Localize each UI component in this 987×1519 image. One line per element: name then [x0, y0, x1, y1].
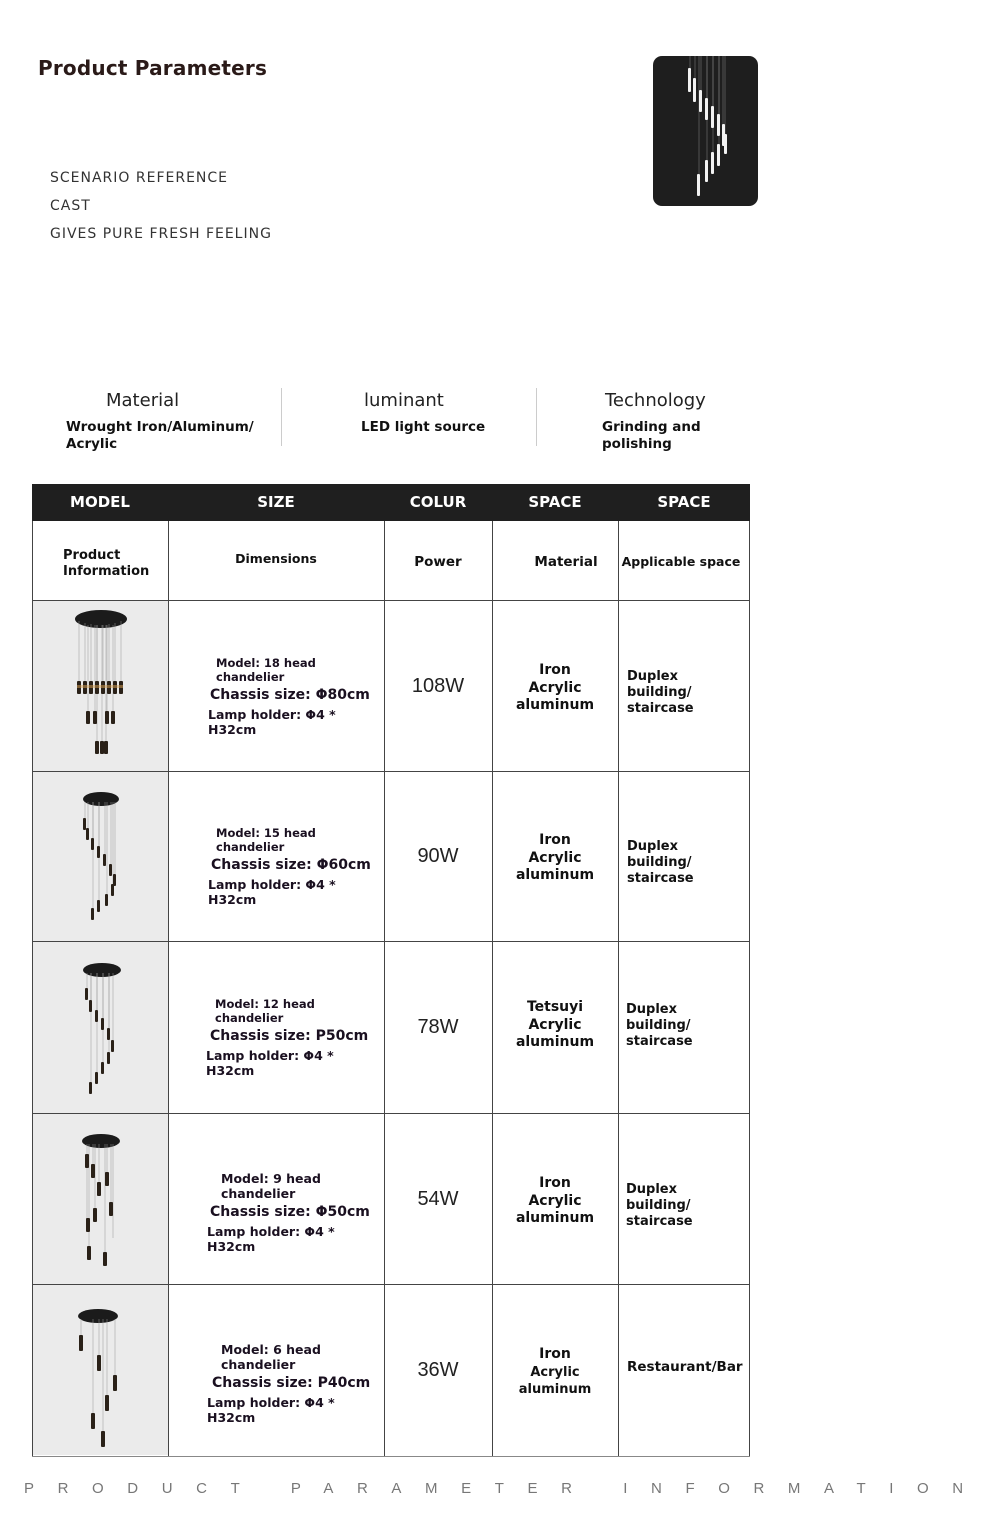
lamp-holder-text: Lamp holder: Φ4 * H32cm — [207, 1395, 335, 1425]
material-line: Acrylic — [530, 1364, 580, 1380]
material-cell — [492, 999, 618, 1052]
spec-heading: Material — [106, 390, 180, 411]
chassis-text: Chassis size: Φ50cm — [210, 1204, 370, 1220]
column-header-size: SIZE — [257, 493, 295, 511]
chandelier-15-head-icon — [33, 772, 168, 941]
dimensions-cell — [168, 826, 384, 907]
material-line: aluminum — [518, 1382, 592, 1397]
material-line: aluminum — [515, 1210, 595, 1226]
divider — [536, 388, 537, 446]
applicable-space: Restaurant/Bar — [627, 1359, 743, 1375]
spec-value: Wrought Iron/Aluminum/ Acrylic — [66, 419, 254, 452]
chassis-text: Chassis size: Φ80cm — [210, 687, 370, 703]
subheader-applicable-space: Applicable space — [621, 554, 741, 569]
divider — [281, 388, 282, 446]
chandelier-9-head-icon — [33, 1114, 168, 1284]
power-value: 108W — [411, 675, 465, 697]
spec-value: LED light source — [361, 419, 486, 435]
chandelier-6-head-icon — [33, 1285, 168, 1455]
material-line: Iron — [539, 1175, 571, 1191]
applicable-space: Duplex building/ staircase — [627, 669, 694, 716]
material-line: aluminum — [515, 867, 595, 883]
chandelier-12-head-icon — [33, 942, 168, 1113]
scenario-text — [50, 164, 272, 248]
column-divider — [618, 521, 619, 1456]
model-text: Model: 12 head chandelier — [215, 997, 315, 1025]
page-title: Product Parameters — [38, 56, 268, 80]
material-line: Acrylic — [528, 679, 582, 696]
spec-heading: Technology — [605, 390, 706, 411]
applicable-space: Duplex building/ staircase — [626, 1002, 693, 1049]
chandelier-thumbnail-icon — [653, 56, 758, 206]
power-value: 36W — [417, 1359, 459, 1381]
material-line: Iron — [539, 1346, 571, 1362]
chandelier-18-head-icon — [33, 601, 168, 771]
column-header-space: SPACE — [657, 493, 711, 511]
subheader-dimensions: Dimensions — [235, 551, 317, 566]
power-value: 90W — [417, 845, 459, 867]
scenario-line: CAST — [50, 198, 91, 214]
material-line: Acrylic — [528, 1016, 582, 1033]
chassis-text: Chassis size: P50cm — [210, 1028, 369, 1044]
column-header-model: MODEL — [70, 493, 130, 511]
applicable-space: Duplex building/ staircase — [626, 1182, 693, 1229]
applicable-space: Duplex building/ staircase — [627, 839, 694, 886]
power-value: 54W — [417, 1188, 459, 1210]
material-line: Iron — [539, 832, 571, 848]
model-text: Model: 6 head chandelier — [221, 1342, 321, 1372]
table-bottom-border — [32, 1456, 750, 1457]
model-text: Model: 9 head chandelier — [221, 1171, 321, 1201]
material-line: aluminum — [515, 697, 595, 713]
parameter-table — [32, 484, 750, 521]
spec-material — [66, 390, 256, 453]
spec-luminant — [361, 390, 531, 436]
material-cell — [492, 1175, 618, 1228]
dimensions-cell — [168, 1342, 384, 1425]
power-value: 78W — [417, 1016, 459, 1038]
material-cell — [492, 662, 618, 715]
column-divider — [384, 521, 385, 1456]
subheader-power: Power — [414, 554, 462, 570]
dimensions-cell — [168, 997, 384, 1078]
model-text: Model: 15 head chandelier — [216, 826, 316, 854]
material-line: Acrylic — [528, 1192, 582, 1209]
spec-heading: luminant — [364, 390, 444, 411]
material-line: aluminum — [515, 1034, 595, 1050]
spec-value: Grinding and polishing — [602, 419, 701, 452]
chassis-text: Chassis size: P40cm — [212, 1375, 371, 1391]
column-header-space: SPACE — [528, 493, 582, 511]
footer-caption: PRODUCT PARAMETER INFORMATION — [24, 1480, 987, 1497]
lamp-holder-text: Lamp holder: Φ4 * H32cm — [206, 1048, 334, 1078]
material-line: Iron — [539, 662, 571, 678]
table-header — [32, 484, 750, 521]
material-line: Acrylic — [528, 849, 582, 866]
lamp-holder-text: Lamp holder: Φ4 * H32cm — [208, 707, 336, 737]
model-text: Model: 18 head chandelier — [216, 656, 316, 684]
column-header-colur: COLUR — [409, 493, 467, 511]
dimensions-cell — [168, 1171, 384, 1254]
subheader-product-information: Product Information — [63, 548, 150, 579]
material-cell — [492, 832, 618, 885]
material-line: Tetsuyi — [526, 999, 584, 1015]
material-cell — [492, 1346, 618, 1399]
lamp-holder-text: Lamp holder: Φ4 * H32cm — [207, 1224, 335, 1254]
lamp-holder-text: Lamp holder: Φ4 * H32cm — [208, 877, 336, 907]
chassis-text: Chassis size: Φ60cm — [211, 857, 371, 873]
scenario-line: SCENARIO REFERENCE — [50, 170, 229, 186]
dimensions-cell — [168, 656, 384, 737]
subheader-material: Material — [534, 554, 598, 570]
spec-technology — [602, 390, 712, 453]
scenario-line: GIVES PURE FRESH FEELING — [50, 226, 272, 242]
